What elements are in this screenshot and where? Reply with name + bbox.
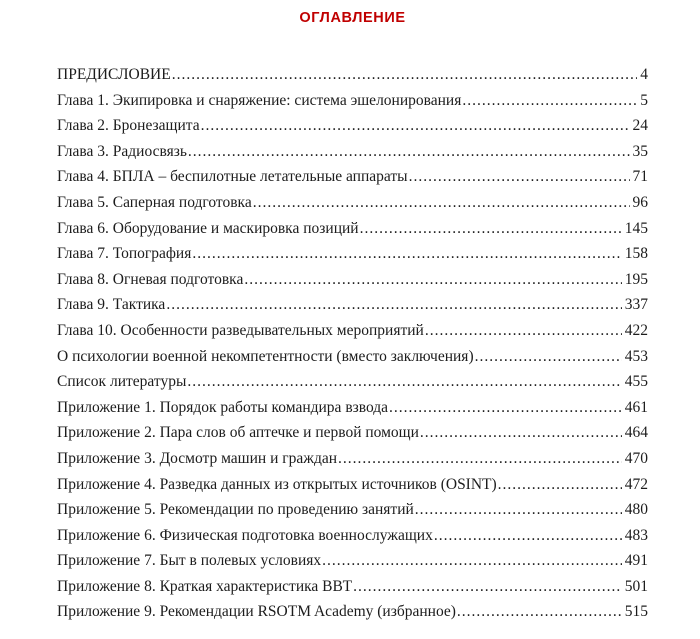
toc-leader-dots bbox=[360, 216, 622, 242]
toc-leader-dots bbox=[475, 344, 622, 370]
toc-entry-page: 455 bbox=[624, 373, 648, 391]
toc-entry-label: О психологии военной некомпетентности (вместо заключения) bbox=[57, 347, 474, 365]
toc-entry-page: 453 bbox=[624, 347, 648, 365]
toc-leader-dots bbox=[409, 164, 630, 190]
toc-leader-dots bbox=[434, 523, 622, 549]
toc-entry[interactable] bbox=[57, 574, 648, 600]
toc-entry[interactable] bbox=[57, 62, 648, 88]
toc-entry-label: Глава 9. Тактика bbox=[57, 296, 166, 314]
toc-entry-page: 5 bbox=[640, 91, 648, 109]
toc-entry[interactable] bbox=[57, 190, 648, 216]
toc-entry[interactable] bbox=[57, 241, 648, 267]
toc-leader-dots bbox=[420, 420, 622, 446]
toc-leader-dots bbox=[201, 113, 630, 139]
toc-entry[interactable] bbox=[57, 497, 648, 523]
toc-entry-label: Приложение 9. Рекомендации RSOTM Academy (избранное) bbox=[57, 603, 456, 621]
toc-leader-dots bbox=[338, 446, 622, 472]
toc-leader-dots bbox=[425, 318, 622, 344]
toc-leader-dots bbox=[389, 395, 622, 421]
toc-entry-page: 71 bbox=[632, 168, 648, 186]
toc-entry[interactable] bbox=[57, 113, 648, 139]
toc-list bbox=[57, 62, 648, 625]
page-title: ОГЛАВЛЕНИЕ bbox=[299, 10, 406, 26]
toc-entry-label: Приложение 7. Быт в полевых условиях bbox=[57, 552, 322, 570]
toc-entry-label: Приложение 8. Краткая характеристика ВВТ bbox=[57, 577, 353, 595]
toc-entry[interactable] bbox=[57, 88, 648, 114]
toc-entry-page: 470 bbox=[624, 449, 648, 467]
toc-entry-page: 483 bbox=[624, 526, 648, 544]
toc-entry-label: Глава 10. Особенности разведывательных мероприятий bbox=[57, 321, 424, 339]
toc-entry-label: Глава 1. Экипировка и снаряжение: система эшелонирования bbox=[57, 91, 462, 109]
toc-entry[interactable] bbox=[57, 318, 648, 344]
toc-entry[interactable] bbox=[57, 369, 648, 395]
toc-entry-page: 24 bbox=[632, 117, 648, 135]
toc-entry-page: 472 bbox=[624, 475, 648, 493]
toc-leader-dots bbox=[192, 241, 621, 267]
toc-leader-dots bbox=[415, 497, 622, 523]
toc-entry[interactable] bbox=[57, 472, 648, 498]
toc-leader-dots bbox=[322, 548, 622, 574]
toc-entry-page: 158 bbox=[624, 245, 648, 263]
toc-entry[interactable] bbox=[57, 446, 648, 472]
toc-entry-page: 501 bbox=[624, 577, 648, 595]
toc-leader-dots bbox=[166, 292, 621, 318]
toc-entry-page: 515 bbox=[624, 603, 648, 621]
toc-leader-dots bbox=[187, 369, 621, 395]
toc-entry-label: ПРЕДИСЛОВИЕ bbox=[57, 66, 171, 83]
toc-entry[interactable] bbox=[57, 420, 648, 446]
toc-entry[interactable] bbox=[57, 523, 648, 549]
toc-entry[interactable] bbox=[57, 216, 648, 242]
toc-entry-label: Приложение 5. Рекомендации по проведению занятий bbox=[57, 501, 414, 519]
toc-entry-label: Список литературы bbox=[57, 373, 187, 391]
toc-entry-label: Приложение 1. Порядок работы командира взвода bbox=[57, 398, 389, 416]
toc-entry[interactable] bbox=[57, 139, 648, 165]
toc-entry-label: Глава 4. БПЛА – беспилотные летательные аппараты bbox=[57, 168, 408, 186]
toc-entry[interactable] bbox=[57, 599, 648, 625]
toc-leader-dots bbox=[462, 88, 637, 114]
toc-leader-dots bbox=[244, 267, 621, 293]
toc-entry-label: Приложение 3. Досмотр машин и граждан bbox=[57, 449, 338, 467]
toc-entry[interactable] bbox=[57, 344, 648, 370]
toc-entry[interactable] bbox=[57, 292, 648, 318]
toc-leader-dots bbox=[457, 599, 622, 625]
toc-entry-page: 35 bbox=[632, 142, 648, 160]
toc-entry-label: Приложение 2. Пара слов об аптечке и первой помощи bbox=[57, 424, 419, 442]
toc-entry-label: Глава 3. Радиосвязь bbox=[57, 142, 187, 160]
toc-leader-dots bbox=[353, 574, 622, 600]
toc-entry-page: 195 bbox=[624, 270, 648, 288]
toc-entry-page: 4 bbox=[640, 66, 648, 83]
toc-entry-label: Глава 8. Огневая подготовка bbox=[57, 270, 244, 288]
toc-entry[interactable] bbox=[57, 164, 648, 190]
toc-entry-label: Приложение 4. Разведка данных из открытых источников (OSINT) bbox=[57, 475, 497, 493]
toc-entry-page: 96 bbox=[632, 193, 648, 211]
toc-entry-label: Глава 2. Бронезащита bbox=[57, 117, 200, 135]
toc-entry-page: 464 bbox=[624, 424, 648, 442]
toc-leader-dots bbox=[253, 190, 630, 216]
toc-entry-label: Глава 5. Саперная подготовка bbox=[57, 193, 252, 211]
toc-leader-dots bbox=[172, 62, 638, 88]
toc-entry[interactable] bbox=[57, 548, 648, 574]
toc-entry-page: 337 bbox=[624, 296, 648, 314]
toc-leader-dots bbox=[188, 139, 630, 165]
toc-entry-label: Глава 7. Топография bbox=[57, 245, 192, 263]
toc-entry-page: 480 bbox=[624, 501, 648, 519]
toc-entry-page: 145 bbox=[624, 219, 648, 237]
toc-entry[interactable] bbox=[57, 267, 648, 293]
toc-entry-page: 422 bbox=[624, 321, 648, 339]
toc-leader-dots bbox=[498, 472, 622, 498]
toc-entry-page: 461 bbox=[624, 398, 648, 416]
toc-entry-label: Глава 6. Оборудование и маскировка позиций bbox=[57, 219, 359, 237]
toc-entry-label: Приложение 6. Физическая подготовка военнослужащих bbox=[57, 526, 433, 544]
toc-entry-page: 491 bbox=[624, 552, 648, 570]
toc-entry[interactable] bbox=[57, 395, 648, 421]
